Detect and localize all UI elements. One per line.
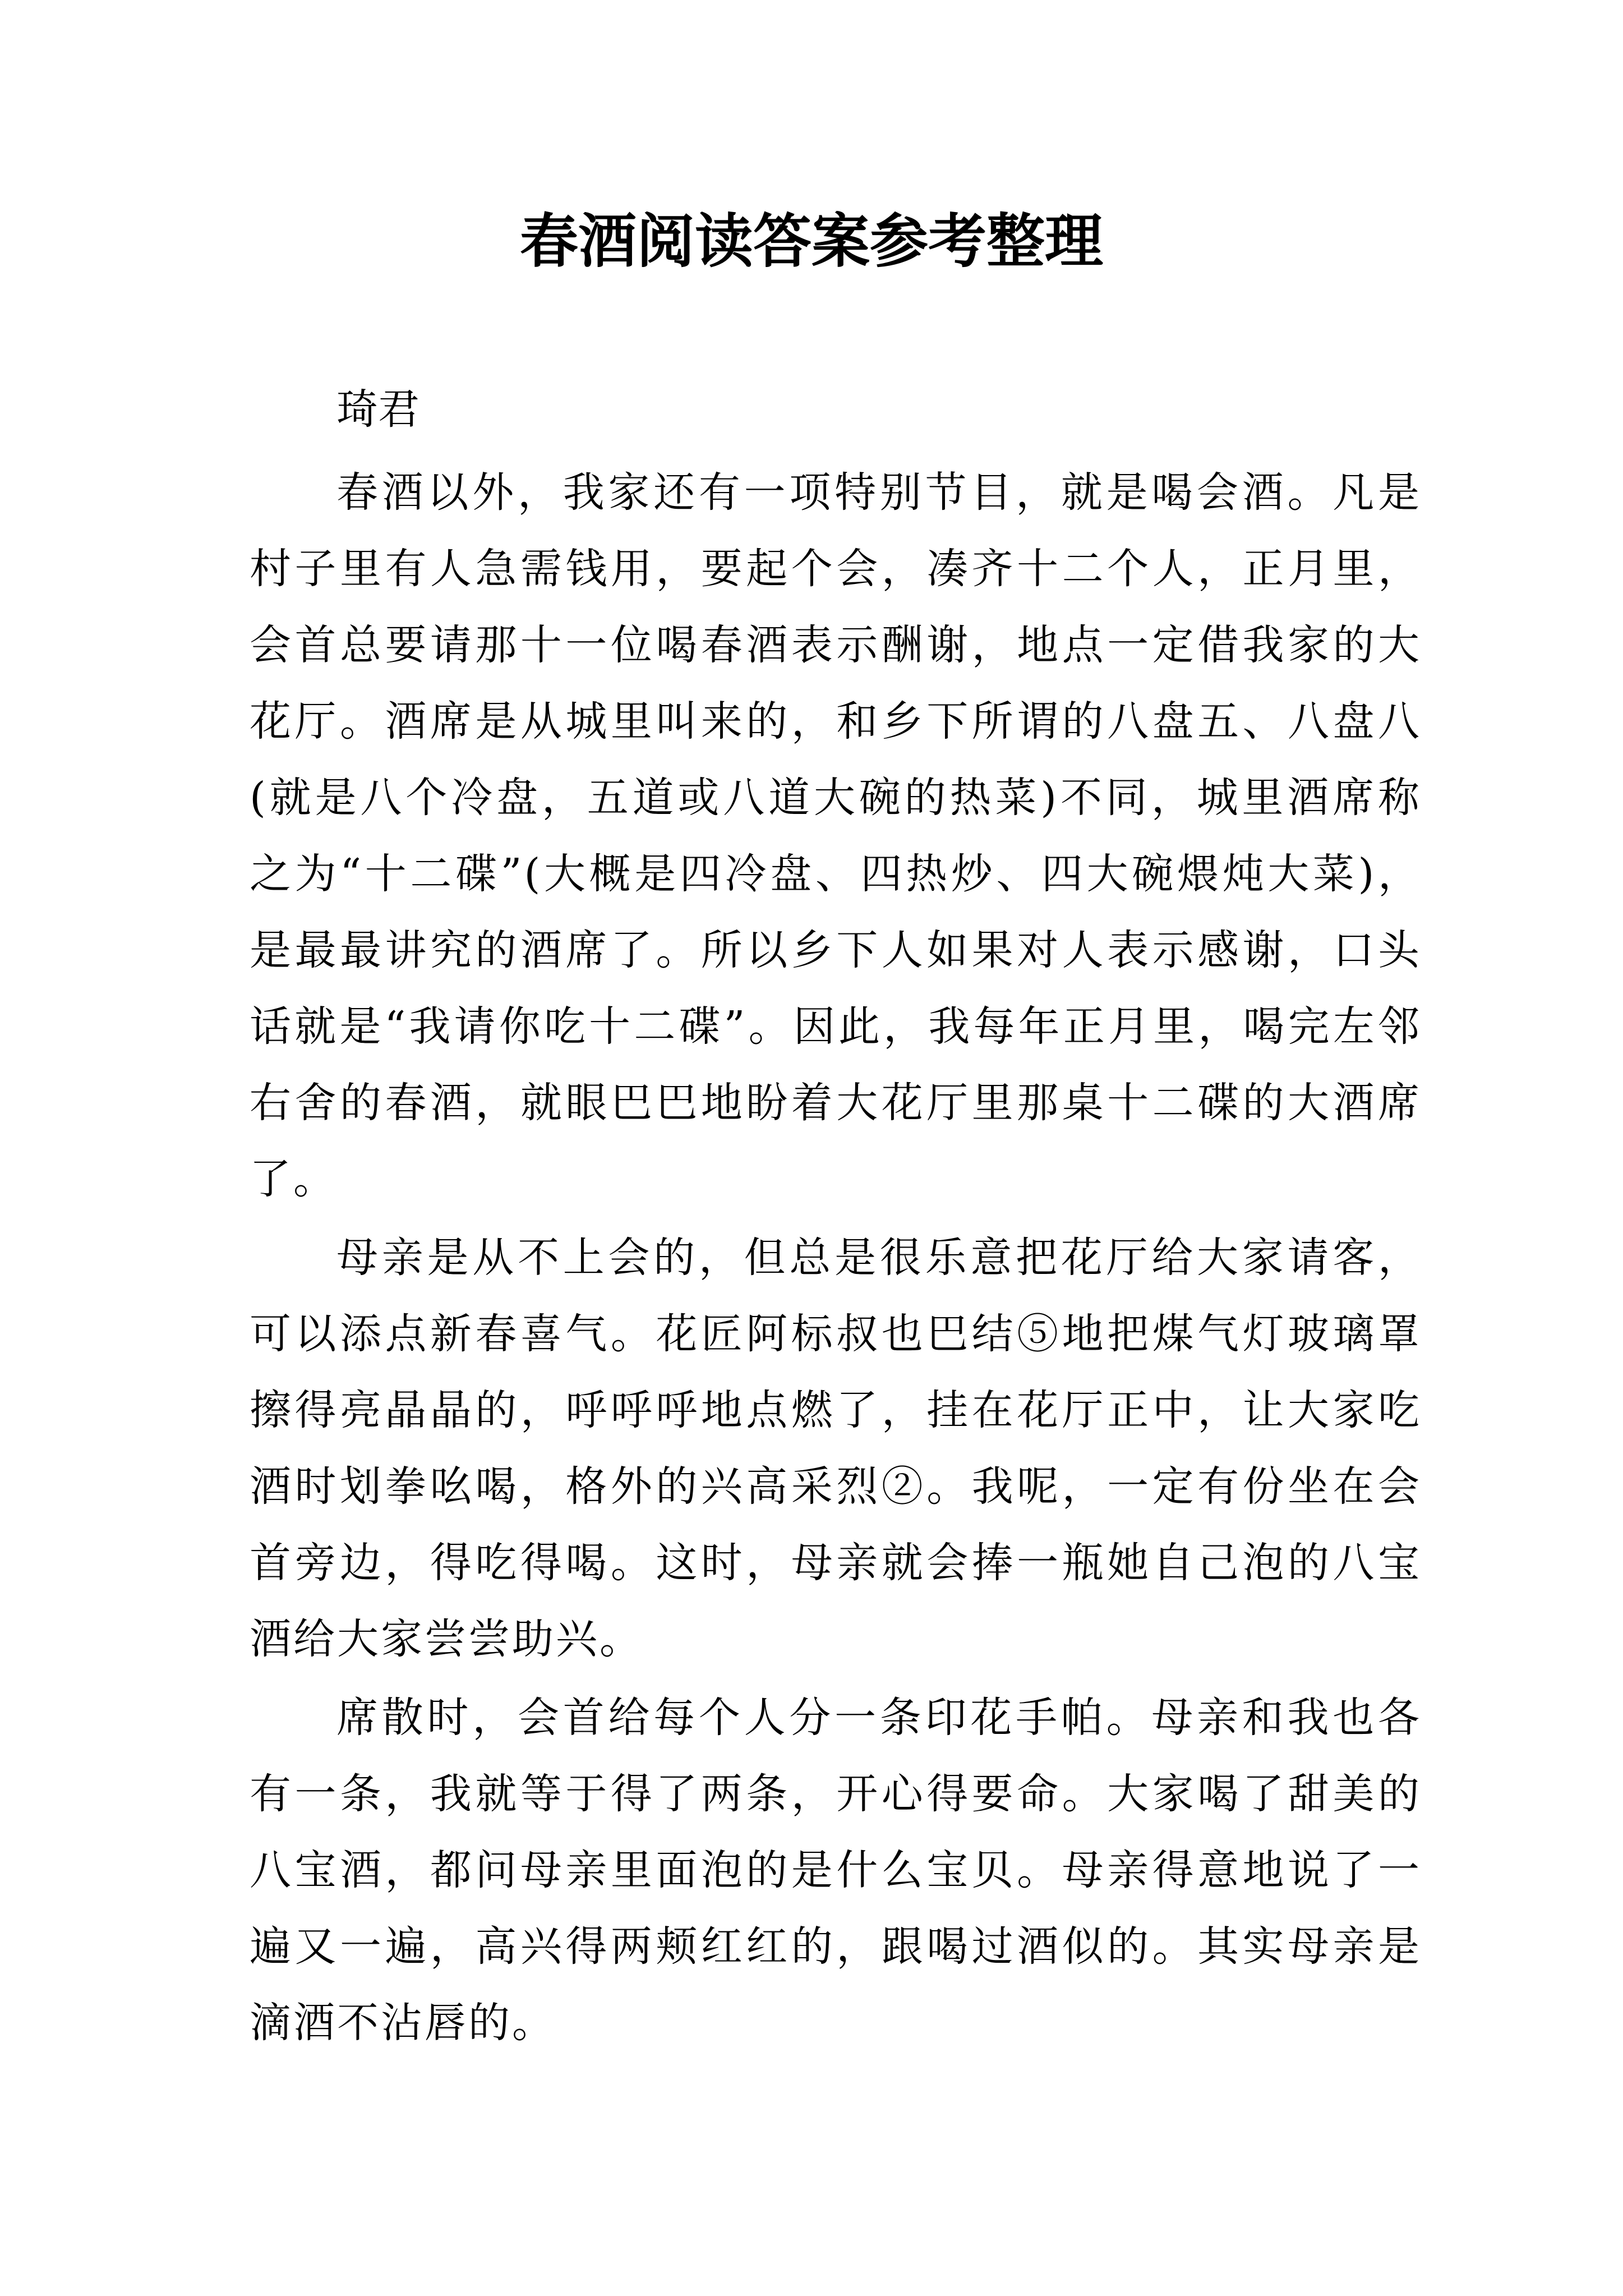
paragraph-3: 席散时，会首给每个人分一条印花手帕。母亲和我也各有一条，我就等于得了两条，开心得要命。大家喝了甜美的八宝酒，都问母亲里面泡的是什么宝贝。母亲得意地说了一遍又一遍，高兴得两颊红红的，跟喝过酒似的。其实母亲是滴酒不沾唇的。 — [250, 1694, 1422, 2047]
paragraph-2: 母亲是从不上会的，但总是很乐意把花厅给大家请客，可以添点新春喜气。花匠阿标叔也巴结⑤地把煤气灯玻璃罩擦得亮晶晶的，呼呼呼地点燃了，挂在花厅正中，让大家吃酒时划拳吆喝，格外的兴高采烈②。我呢，一定有份坐在会首旁边，得吃得喝。这时，母亲就会捧一瓶她自己泡的八宝酒给大家尝尝助兴。 — [250, 1234, 1422, 1663]
author-name: 琦君 — [336, 385, 419, 434]
document-title: 春酒阅读答案参考整理 — [519, 206, 1103, 275]
document-body — [250, 454, 1422, 2061]
paragraph-1: 春酒以外，我家还有一项特别节目，就是喝会酒。凡是村子里有人急需钱用，要起个会，凑齐十二个人，正月里，会首总要请那十一位喝春酒表示酬谢，地点一定借我家的大花厅。酒席是从城里叫来的，和乡下所谓的八盘五、八盘八(就是八个冷盘，五道或八道大碗的热菜)不同，城里酒席称之为“十二碟”(大概是四冷盘、四热炒、四大碗煨炖大菜)，是最最讲究的酒席了。所以乡下人如果对人表示感谢，口头话就是“我请你吃十二碟”。因此，我每年正月里，喝完左邻右舍的春酒，就眼巴巴地盼着大花厅里那桌十二碟的大酒席了。 — [250, 468, 1422, 1203]
